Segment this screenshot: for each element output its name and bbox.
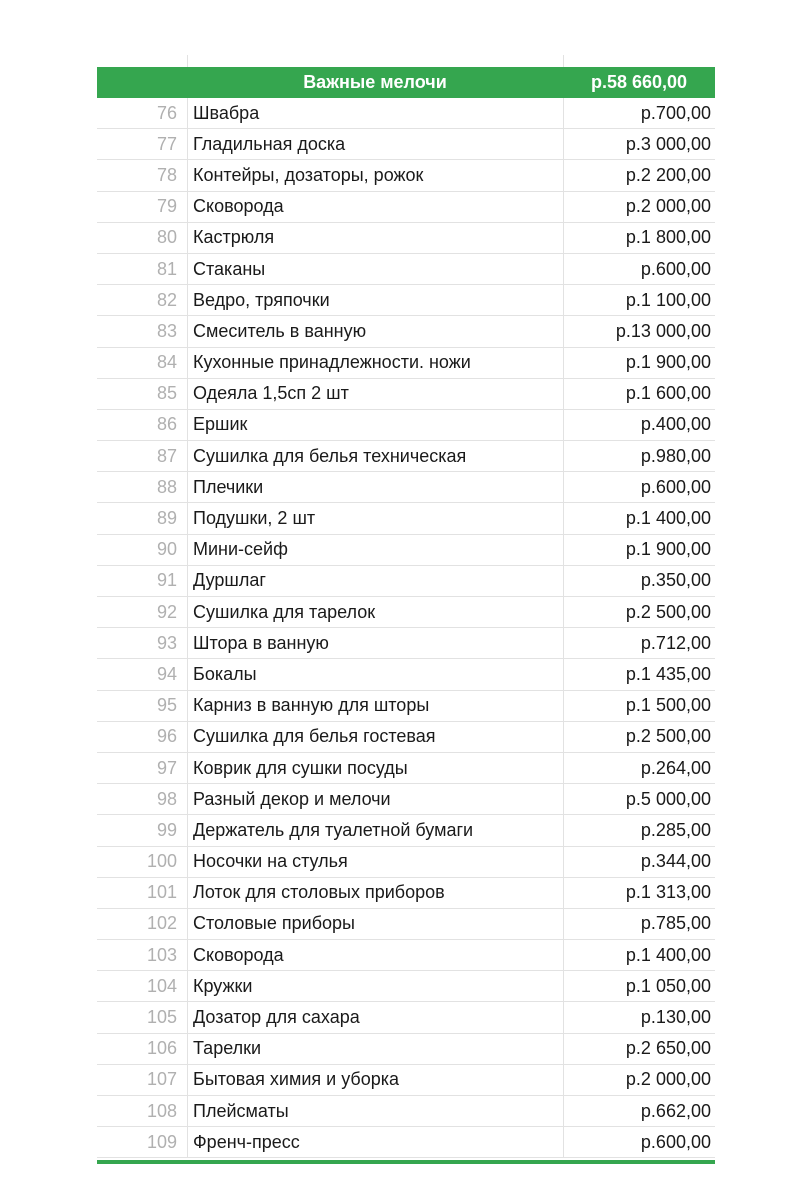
section-header-row[interactable] — [97, 67, 715, 98]
table-row[interactable] — [97, 878, 715, 909]
item-amount-cell[interactable]: р.600,00 — [640, 1131, 711, 1152]
row-number: 86 — [156, 414, 177, 435]
row-number: 78 — [156, 164, 177, 185]
item-amount-cell[interactable]: р.1 400,00 — [625, 944, 711, 965]
item-amount-cell[interactable]: р.3 000,00 — [625, 133, 711, 154]
item-name-cell[interactable]: Лоток для столовых приборов — [193, 882, 445, 903]
item-name-cell[interactable]: Гладильная доска — [193, 133, 346, 154]
item-name-cell[interactable]: Контейры, дозаторы, рожок — [193, 164, 424, 185]
item-amount-cell[interactable]: р.2 500,00 — [625, 726, 711, 747]
row-number: 104 — [146, 975, 177, 996]
item-name-cell[interactable]: Ведро, тряпочки — [193, 289, 330, 310]
table-row[interactable] — [97, 597, 715, 628]
table-row[interactable] — [97, 503, 715, 534]
table-row[interactable] — [97, 659, 715, 690]
row-number: 103 — [146, 944, 177, 965]
section-total[interactable]: р.58 660,00 — [590, 72, 688, 92]
item-amount-cell[interactable]: р.2 500,00 — [625, 601, 711, 622]
item-name-cell[interactable]: Сковорода — [193, 196, 284, 217]
table-body — [97, 98, 715, 1158]
item-amount-cell[interactable]: р.130,00 — [640, 1007, 711, 1028]
table-row[interactable] — [97, 722, 715, 753]
table-row[interactable] — [97, 316, 715, 347]
row-number: 92 — [156, 601, 177, 622]
table-row[interactable] — [97, 1065, 715, 1096]
row-number: 107 — [146, 1069, 177, 1090]
item-name-cell[interactable]: Плечики — [193, 476, 264, 497]
item-amount-cell[interactable]: р.2 200,00 — [625, 164, 711, 185]
table-row[interactable] — [97, 160, 715, 191]
item-amount-cell[interactable]: р.1 900,00 — [625, 539, 711, 560]
table-row[interactable] — [97, 285, 715, 316]
item-name-cell[interactable]: Носочки на стулья — [193, 851, 348, 872]
item-name-cell[interactable]: Дуршлаг — [193, 570, 266, 591]
row-number: 102 — [146, 913, 177, 934]
row-number: 82 — [156, 289, 177, 310]
row-number: 98 — [156, 788, 177, 809]
item-amount-cell[interactable]: р.980,00 — [640, 445, 711, 466]
item-name-cell[interactable]: Сковорода — [193, 944, 284, 965]
item-name-cell[interactable]: Коврик для сушки посуды — [193, 757, 408, 778]
item-amount-cell[interactable]: р.400,00 — [640, 414, 711, 435]
item-name-cell[interactable]: Мини-сейф — [193, 539, 288, 560]
item-name-cell[interactable]: Держатель для туалетной бумаги — [193, 819, 474, 840]
item-amount-cell[interactable]: р.1 800,00 — [625, 227, 711, 248]
row-number: 77 — [156, 133, 177, 154]
table-row[interactable] — [97, 535, 715, 566]
row-number: 79 — [156, 196, 177, 217]
item-amount-cell[interactable]: р.1 500,00 — [625, 695, 711, 716]
table-row[interactable] — [97, 410, 715, 441]
item-name-cell[interactable]: Сушилка для тарелок — [193, 601, 376, 622]
row-number: 81 — [156, 258, 177, 279]
section-title[interactable]: Важные мелочи — [303, 72, 447, 92]
item-amount-cell[interactable]: р.1 313,00 — [625, 882, 711, 903]
item-amount-cell[interactable]: р.344,00 — [640, 851, 711, 872]
item-amount-cell[interactable]: р.785,00 — [640, 913, 711, 934]
row-number: 90 — [156, 539, 177, 560]
table-row[interactable] — [97, 753, 715, 784]
table-row[interactable] — [97, 1096, 715, 1127]
item-amount-cell[interactable]: р.1 900,00 — [625, 352, 711, 373]
item-name-cell[interactable]: Столовые приборы — [193, 913, 355, 934]
item-amount-cell[interactable]: р.285,00 — [640, 819, 711, 840]
item-name-cell[interactable]: Подушки, 2 шт — [193, 508, 316, 529]
item-name-cell[interactable]: Кружки — [193, 975, 253, 996]
row-number: 100 — [146, 851, 177, 872]
item-name-cell[interactable]: Френч-пресс — [193, 1131, 300, 1152]
row-number: 99 — [156, 819, 177, 840]
row-number: 83 — [156, 320, 177, 341]
item-amount-cell[interactable]: р.700,00 — [640, 102, 711, 123]
item-amount-cell[interactable]: р.662,00 — [640, 1100, 711, 1121]
row-number: 84 — [156, 352, 177, 373]
item-amount-cell[interactable]: р.1 435,00 — [625, 663, 711, 684]
row-number: 108 — [146, 1100, 177, 1121]
row-number: 85 — [156, 383, 177, 404]
table-row[interactable] — [97, 348, 715, 379]
item-amount-cell[interactable]: р.1 400,00 — [625, 508, 711, 529]
item-amount-cell[interactable]: р.264,00 — [640, 757, 711, 778]
table-row[interactable] — [97, 129, 715, 160]
item-name-cell[interactable]: Сушилка для белья техническая — [193, 445, 467, 466]
row-number: 109 — [146, 1131, 177, 1152]
table-row[interactable] — [97, 1127, 715, 1158]
row-number: 101 — [146, 882, 177, 903]
item-name-cell[interactable]: Дозатор для сахара — [193, 1007, 360, 1028]
item-amount-cell[interactable]: р.13 000,00 — [615, 320, 711, 341]
row-number: 106 — [146, 1038, 177, 1059]
item-amount-cell[interactable]: р.2 000,00 — [625, 196, 711, 217]
table-row[interactable] — [97, 1002, 715, 1033]
row-number: 88 — [156, 476, 177, 497]
table-row[interactable] — [97, 441, 715, 472]
row-number: 96 — [156, 726, 177, 747]
item-name-cell[interactable]: Разный декор и мелочи — [193, 788, 391, 809]
item-name-cell[interactable]: Бытовая химия и уборка — [193, 1069, 400, 1090]
table-row[interactable] — [97, 223, 715, 254]
item-name-cell[interactable]: Кухонные принадлежности. ножи — [193, 352, 471, 373]
table-row[interactable] — [97, 1034, 715, 1065]
table-row[interactable] — [97, 379, 715, 410]
row-number: 87 — [156, 445, 177, 466]
item-name-cell[interactable]: Плейсматы — [193, 1100, 289, 1121]
table-row[interactable] — [97, 628, 715, 659]
item-amount-cell[interactable]: р.2 000,00 — [625, 1069, 711, 1090]
row-number: 97 — [156, 757, 177, 778]
table-row[interactable] — [97, 815, 715, 846]
item-name-cell[interactable]: Карниз в ванную для шторы — [193, 695, 430, 716]
item-name-cell[interactable]: Кастрюля — [193, 227, 275, 248]
table-row[interactable] — [97, 691, 715, 722]
item-amount-cell[interactable]: р.712,00 — [640, 632, 711, 653]
item-name-cell[interactable]: Швабра — [193, 102, 260, 123]
item-name-cell[interactable]: Штора в ванную — [193, 632, 329, 653]
row-number: 80 — [156, 227, 177, 248]
row-number: 95 — [156, 695, 177, 716]
table-row[interactable] — [97, 566, 715, 597]
item-name-cell[interactable]: Смеситель в ванную — [193, 320, 367, 341]
table-row[interactable] — [97, 192, 715, 223]
item-name-cell[interactable]: Сушилка для белья гостевая — [193, 726, 436, 747]
item-name-cell[interactable]: Тарелки — [193, 1038, 262, 1059]
item-amount-cell[interactable]: р.1 050,00 — [625, 975, 711, 996]
row-number: 94 — [156, 663, 177, 684]
section-footer-bar — [97, 1160, 715, 1164]
item-amount-cell[interactable]: р.5 000,00 — [625, 788, 711, 809]
item-name-cell[interactable]: Бокалы — [193, 663, 257, 684]
item-amount-cell[interactable]: р.600,00 — [640, 476, 711, 497]
row-number: 76 — [156, 102, 177, 123]
item-amount-cell[interactable]: р.350,00 — [640, 570, 711, 591]
item-amount-cell[interactable]: р.1 100,00 — [625, 289, 711, 310]
item-name-cell[interactable]: Ершик — [193, 414, 248, 435]
gridline — [563, 55, 564, 67]
gridline — [187, 55, 188, 67]
table-row[interactable] — [97, 940, 715, 971]
row-number: 91 — [156, 570, 177, 591]
table-row[interactable] — [97, 847, 715, 878]
item-amount-cell[interactable]: р.2 650,00 — [625, 1038, 711, 1059]
item-name-cell[interactable]: Стаканы — [193, 258, 266, 279]
row-number: 105 — [146, 1007, 177, 1028]
item-amount-cell[interactable]: р.1 600,00 — [625, 383, 711, 404]
table-row[interactable] — [97, 909, 715, 940]
table-row[interactable] — [97, 784, 715, 815]
table-row[interactable] — [97, 254, 715, 285]
table-row[interactable] — [97, 971, 715, 1002]
table-row[interactable] — [97, 98, 715, 129]
row-number: 93 — [156, 632, 177, 653]
row-number: 89 — [156, 508, 177, 529]
item-amount-cell[interactable]: р.600,00 — [640, 258, 711, 279]
item-name-cell[interactable]: Одеяла 1,5сп 2 шт — [193, 383, 349, 404]
table-row[interactable] — [97, 472, 715, 503]
